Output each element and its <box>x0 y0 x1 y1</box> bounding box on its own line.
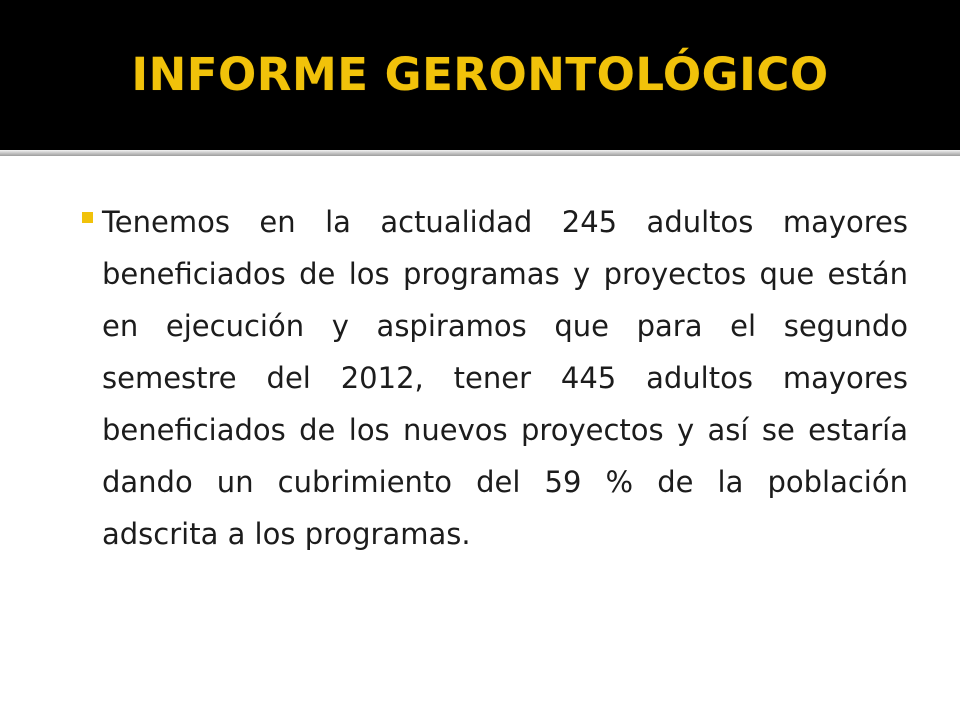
slide-title: INFORME GERONTOLÓGICO <box>131 48 829 101</box>
title-divider <box>0 150 960 156</box>
bullet-item <box>70 196 910 560</box>
title-bar <box>0 0 960 150</box>
bullet-text: Tenemos en la actualidad 245 adultos mayores beneficiados de los programas y proyectos que están en ejecución y aspiramos que para el segundo semestre del 2012, tener 445 adultos mayores beneficiados de los nuevos proyectos y así se estaría dando un cubrimiento del 59 % de la población adscrita a los programas. <box>102 205 908 551</box>
square-bullet-icon <box>82 212 93 223</box>
